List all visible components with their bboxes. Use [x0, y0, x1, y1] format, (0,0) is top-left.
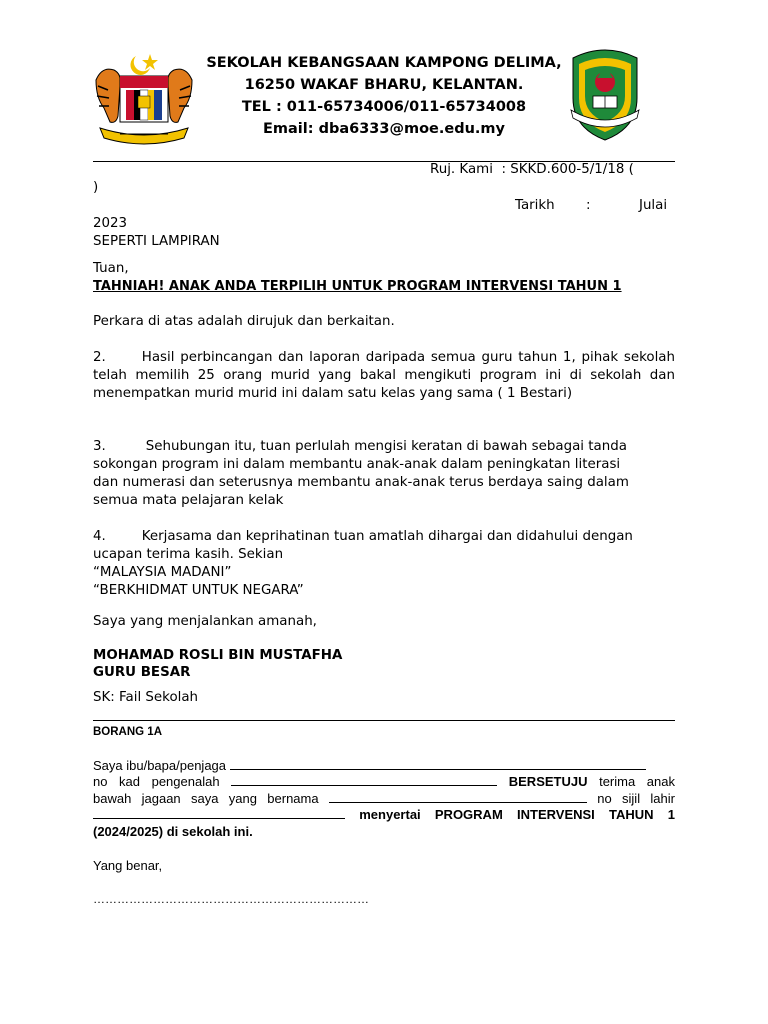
paragraph-2-text: Hasil perbincangan dan laporan daripada semua guru tahun 1, pihak sekolah telah memilih 25 orang murid yang bakal mengikuti program ini di sekolah dan menempatkan murid murid ini dalam satu kelas yang sama ( 1 Bestari)	[93, 350, 675, 401]
child-name-field[interactable]	[329, 790, 587, 803]
cc-line: SK: Fail Sekolah	[93, 690, 199, 705]
paragraph-4-number: 4.	[93, 529, 106, 544]
form-child-label: bawah jagaan saya yang bernama	[93, 791, 319, 806]
paragraph-4-text-1: Kerjasama dan keprihatinan tuan amatlah dihargai dan didahului dengan	[141, 529, 633, 544]
signer-title: GURU BESAR	[93, 665, 191, 680]
subject: TAHNIAH! ANAK ANDA TERPILIH UNTUK PROGRAM INTERVENSI TAHUN 1	[93, 279, 622, 294]
yang-benar: Yang benar,	[93, 858, 163, 873]
ruj-value: : SKKD.600-5/1/18 (	[501, 162, 634, 177]
recipient: SEPERTI LAMPIRAN	[93, 234, 220, 249]
paragraph-3-number: 3.	[93, 439, 106, 454]
salutation: Tuan,	[93, 261, 129, 276]
tarikh-colon: :	[586, 198, 591, 213]
paragraph-4-line-2: ucapan terima kasih. Sekian	[93, 547, 284, 562]
paragraph-1: Perkara di atas adalah dirujuk dan berkaitan.	[93, 314, 395, 329]
school-crest-icon	[565, 48, 645, 144]
paragraph-3-line-1	[93, 438, 627, 456]
school-name: SEKOLAH KEBANGSAAN KAMPONG DELIMA,	[206, 55, 562, 71]
ruj-close: )	[93, 180, 99, 195]
form-line-2	[93, 773, 675, 790]
paragraph-2	[93, 349, 675, 403]
form-program: PROGRAM INTERVENSI TAHUN 1	[434, 807, 675, 822]
tarikh-year: 2023	[93, 216, 128, 231]
birth-cert-field[interactable]	[93, 806, 345, 819]
parent-name-field[interactable]	[230, 757, 646, 770]
motto-2: “BERKHIDMAT UNTUK NEGARA”	[93, 583, 304, 598]
school-address: 16250 WAKAF BHARU, KELANTAN.	[244, 77, 524, 93]
ruj-label: Ruj. Kami	[430, 162, 493, 177]
form-join: menyertai	[359, 807, 421, 822]
paragraph-3-text-1: Sehubungan itu, tuan perlulah mengisi keratan di bawah sebagai tanda	[145, 439, 627, 454]
tarikh-label: Tarikh	[515, 198, 555, 213]
form-birthcert-label: no sijil lahir	[597, 791, 675, 806]
form-parent-label: Saya ibu/bapa/penjaga	[93, 758, 227, 773]
form-ic-label: no kad pengenalah	[93, 774, 220, 789]
school-header	[200, 52, 568, 140]
tarikh-month: Julai	[639, 198, 668, 213]
closing: Saya yang menjalankan amanah,	[93, 614, 317, 629]
ic-number-field[interactable]	[231, 773, 497, 786]
ref-line	[430, 161, 634, 179]
school-email: Email: dba6333@moe.edu.my	[262, 121, 505, 137]
signer-name: MOHAMAD ROSLI BIN MUSTAFHA	[93, 648, 343, 663]
motto-1: “MALAYSIA MADANI”	[93, 565, 232, 580]
coat-of-arms-icon	[90, 50, 198, 146]
form-line-5: (2024/2025) di sekolah ini.	[93, 824, 253, 839]
school-tel: TEL : 011-65734006/011-65734008	[241, 99, 527, 115]
form-line-4	[93, 806, 675, 823]
form-accept-text: terima anak	[599, 774, 675, 789]
form-line-3	[93, 790, 675, 807]
paragraph-2-number: 2.	[93, 350, 106, 365]
paragraph-3-line-2: sokongan program ini dalam membantu anak-anak dalam peningkatan literasi	[93, 457, 621, 472]
signature-dots[interactable]: ……………………………………………………………	[93, 892, 369, 906]
cut-line	[93, 720, 675, 721]
form-line-1	[93, 757, 675, 774]
paragraph-3-line-3: dan numerasi dan seterusnya membantu anak-anak terus berdaya saing dalam	[93, 475, 629, 490]
paragraph-4-line-1	[93, 528, 633, 546]
form-title: BORANG 1A	[93, 726, 163, 738]
form-agree: BERSETUJU	[508, 774, 588, 789]
paragraph-3-line-4: semua mata pelajaran kelak	[93, 493, 284, 508]
